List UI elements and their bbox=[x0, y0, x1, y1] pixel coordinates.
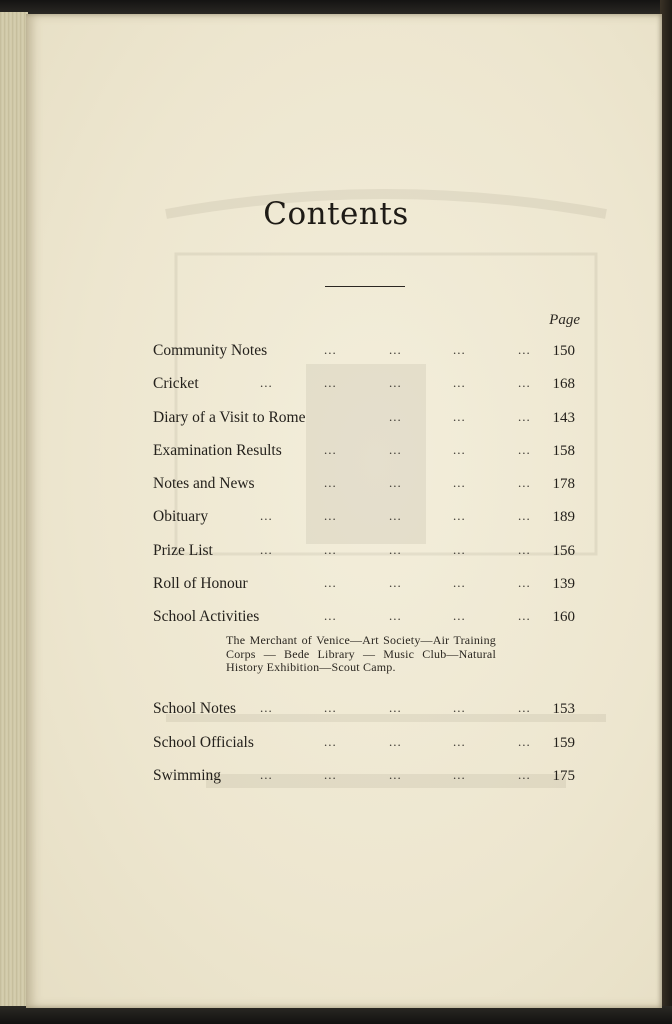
entry-page-number: 159 bbox=[552, 734, 575, 751]
contents-entry bbox=[153, 338, 583, 371]
entry-page-number: 160 bbox=[552, 609, 575, 626]
entry-title: Examination Results bbox=[153, 441, 282, 459]
entry-subtopics: The Merchant of Venice—Art Society—Air Training Corps — Bede Library — Music Club—Natural History Exhibition—Scout Camp. bbox=[226, 633, 496, 675]
leader-dots: ... bbox=[389, 575, 402, 591]
leader-dots: ... bbox=[389, 700, 402, 716]
leader-dots: ... bbox=[518, 608, 531, 624]
leader-dots: ... bbox=[453, 508, 466, 524]
leader-dots: ... bbox=[389, 766, 402, 782]
entry-title: Notes and News bbox=[153, 475, 255, 493]
book-bottom-edge bbox=[0, 1006, 672, 1024]
leader-dots: ... bbox=[518, 575, 531, 591]
contents-entry bbox=[153, 371, 583, 404]
entry-title: School Officials bbox=[153, 733, 254, 751]
leader-dots: ... bbox=[389, 541, 402, 557]
contents-entry bbox=[153, 405, 583, 438]
leader-dots: ... bbox=[453, 342, 466, 357]
entry-page-number: 153 bbox=[552, 701, 575, 718]
leader-dots: ... bbox=[453, 375, 466, 391]
entry-title: School Notes bbox=[153, 700, 237, 718]
leader-dots: ... bbox=[453, 541, 466, 557]
entry-page-number: 189 bbox=[552, 509, 575, 526]
leader-dots: ... bbox=[389, 375, 402, 391]
contents-entry bbox=[153, 471, 583, 504]
leader-dots: ... bbox=[324, 375, 337, 391]
leader-dots: ... bbox=[324, 608, 337, 624]
entry-title: School Activities bbox=[153, 608, 260, 626]
leader-dots: ... bbox=[324, 733, 337, 749]
leader-dots: ... bbox=[389, 733, 402, 749]
entry-page-number: 178 bbox=[552, 476, 575, 493]
entry-page-number: 158 bbox=[552, 442, 575, 459]
page-title: Contents bbox=[263, 196, 409, 232]
leader-dots: ... bbox=[389, 408, 402, 424]
leader-dots: ... bbox=[453, 441, 466, 457]
leader-dots: ... bbox=[389, 608, 402, 624]
leader-dots: ... bbox=[324, 700, 337, 716]
leader-dots: ... bbox=[324, 508, 337, 524]
leader-dots: ... bbox=[324, 342, 337, 357]
leader-dots: ... bbox=[389, 508, 402, 524]
contents-entry bbox=[153, 438, 583, 471]
entry-title: Community Notes bbox=[153, 342, 268, 359]
page-column-label: Page bbox=[549, 312, 580, 328]
leader-dots: ... bbox=[453, 733, 466, 749]
entry-title: Prize List bbox=[153, 541, 213, 559]
leader-dots: ... bbox=[260, 766, 273, 782]
entry-page-number: 150 bbox=[552, 343, 575, 359]
leader-dots: ... bbox=[324, 575, 337, 591]
leader-dots: ... bbox=[518, 766, 531, 782]
leader-dots: ... bbox=[518, 441, 531, 457]
leader-dots: ... bbox=[518, 733, 531, 749]
entry-title: Swimming bbox=[153, 766, 222, 784]
contents-entry bbox=[153, 763, 583, 796]
leader-dots: ... bbox=[260, 541, 273, 557]
title-divider bbox=[325, 286, 405, 287]
leader-dots: ... bbox=[518, 475, 531, 491]
leader-dots: ... bbox=[324, 441, 337, 457]
book-top-edge bbox=[0, 0, 672, 14]
leader-dots: ... bbox=[389, 441, 402, 457]
leader-dots: ... bbox=[389, 342, 402, 357]
page-edges bbox=[0, 12, 28, 1008]
entry-title: Roll of Honour bbox=[153, 575, 248, 593]
leader-dots: ... bbox=[260, 375, 273, 391]
leader-dots: ... bbox=[453, 575, 466, 591]
leader-dots: ... bbox=[518, 508, 531, 524]
leader-dots: ... bbox=[518, 375, 531, 391]
entry-page-number: 139 bbox=[552, 576, 575, 593]
entry-title: Obituary bbox=[153, 508, 209, 526]
leader-dots: ... bbox=[518, 700, 531, 716]
leader-dots: ... bbox=[453, 700, 466, 716]
leader-dots: ... bbox=[324, 475, 337, 491]
entry-page-number: 156 bbox=[552, 542, 575, 559]
entry-title: Cricket bbox=[153, 375, 199, 393]
entry-page-number: 168 bbox=[552, 376, 575, 393]
entry-page-number: 143 bbox=[552, 409, 575, 426]
leader-dots: ... bbox=[324, 541, 337, 557]
leader-dots: ... bbox=[518, 541, 531, 557]
leader-dots: ... bbox=[260, 700, 273, 716]
leader-dots: ... bbox=[518, 342, 531, 357]
contents-entry bbox=[153, 730, 583, 763]
contents-entry bbox=[153, 538, 583, 571]
leader-dots: ... bbox=[453, 408, 466, 424]
contents-entry bbox=[153, 604, 583, 696]
contents-entry bbox=[153, 696, 583, 729]
leader-dots: ... bbox=[518, 408, 531, 424]
entry-page-number: 175 bbox=[552, 767, 575, 784]
leader-dots: ... bbox=[453, 608, 466, 624]
leader-dots: ... bbox=[453, 475, 466, 491]
leader-dots: ... bbox=[260, 508, 273, 524]
contents-list bbox=[153, 338, 583, 796]
leader-dots: ... bbox=[453, 766, 466, 782]
leader-dots: ... bbox=[389, 475, 402, 491]
contents-entry bbox=[153, 571, 583, 604]
leader-dots: ... bbox=[324, 766, 337, 782]
entry-title: Diary of a Visit to Rome bbox=[153, 408, 306, 426]
contents-entry bbox=[153, 504, 583, 537]
